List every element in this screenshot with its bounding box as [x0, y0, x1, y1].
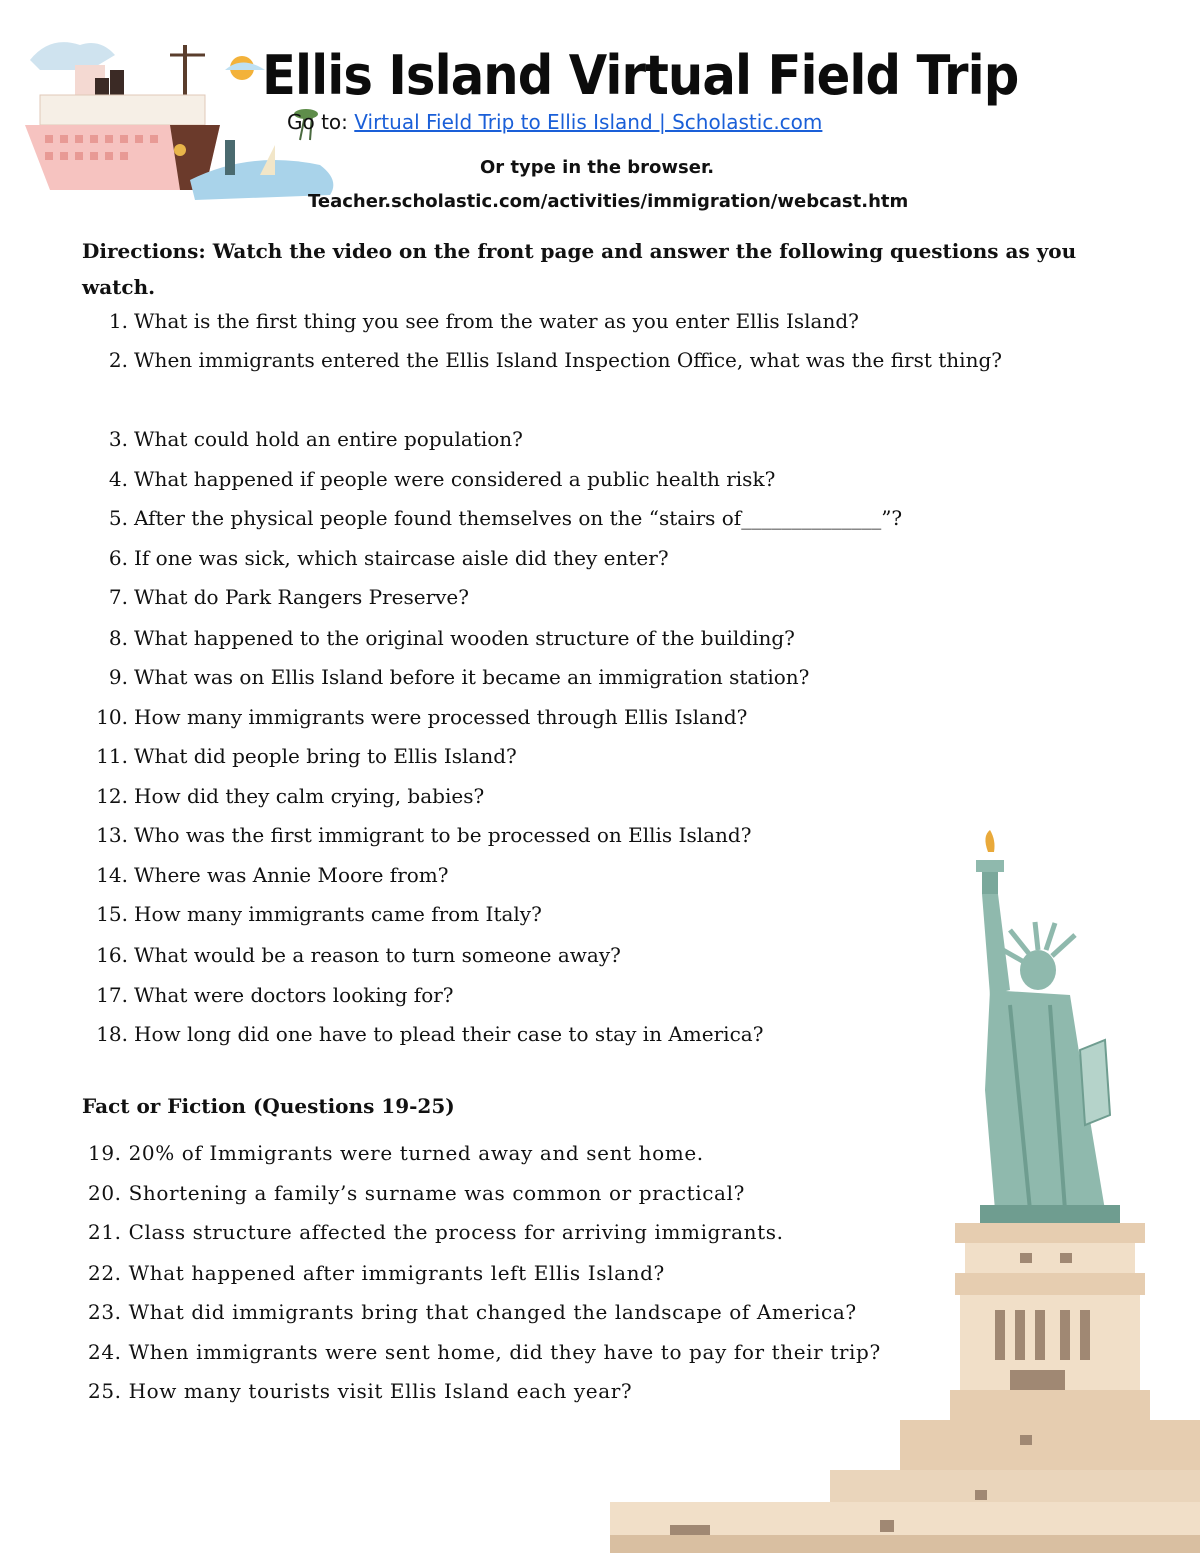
question-item: 10. How many immigrants were processed through Ellis Island?	[96, 705, 748, 729]
question-item: 8. What happened to the original wooden structure of the building?	[108, 626, 795, 650]
directions: Directions: Watch the video on the front page and answer the following questions as you watch.	[82, 239, 1077, 299]
question-item: 14. Where was Annie Moore from?	[96, 863, 449, 887]
browser-instruction: Or type in the browser.	[480, 157, 715, 178]
question-item: 17. What were doctors looking for?	[96, 983, 454, 1007]
fact-item: 24. When immigrants were sent home, did they have to pay for their trip?	[88, 1340, 881, 1364]
fact-item: 20. Shortening a family’s surname was common or practical?	[88, 1181, 745, 1205]
goto-line	[287, 110, 822, 134]
fact-item: 25. How many tourists visit Ellis Island each year?	[88, 1379, 633, 1403]
fact-item: 21. Class structure affected the process for arriving immigrants.	[88, 1220, 784, 1244]
question-item: 16. What would be a reason to turn someone away?	[96, 943, 621, 967]
question-item: 18. How long did one have to plead their case to stay in America?	[96, 1022, 764, 1046]
scholastic-link[interactable]: Virtual Field Trip to Ellis Island | Scholastic.com	[354, 110, 823, 134]
fact-item: 19. 20% of Immigrants were turned away and sent home.	[88, 1141, 704, 1165]
goto-label: Go to:	[287, 110, 348, 134]
question-item: 5. After the physical people found themselves on the “stairs of______________”?	[108, 506, 903, 530]
question-item: 13. Who was the first immigrant to be processed on Ellis Island?	[96, 823, 752, 847]
browser-url: Teacher.scholastic.com/activities/immigration/webcast.htm	[308, 191, 909, 212]
statue-of-liberty-illustration	[610, 830, 1200, 1553]
fact-item: 22. What happened after immigrants left Ellis Island?	[88, 1261, 665, 1285]
question-item: 4. What happened if people were considered a public health risk?	[108, 467, 776, 491]
fact-or-fiction-heading: Fact or Fiction (Questions 19-25)	[82, 1094, 455, 1118]
question-item: 9. What was on Ellis Island before it became an immigration station?	[108, 665, 810, 689]
question-item: 1. What is the first thing you see from the water as you enter Ellis Island?	[108, 309, 859, 333]
question-item: 11. What did people bring to Ellis Island?	[96, 744, 517, 768]
question-item: 6. If one was sick, which staircase aisle did they enter?	[108, 546, 669, 570]
question-item: 12. How did they calm crying, babies?	[96, 784, 485, 808]
question-item: 2. When immigrants entered the Ellis Island Inspection Office, what was the first thing?	[108, 348, 1002, 372]
fact-item: 23. What did immigrants bring that changed the landscape of America?	[88, 1300, 857, 1324]
question-item: 3. What could hold an entire population?	[108, 427, 523, 451]
question-item: 15. How many immigrants came from Italy?	[96, 902, 542, 926]
page-title: Ellis Island Virtual Field Trip	[262, 44, 1019, 107]
question-item: 7. What do Park Rangers Preserve?	[108, 585, 469, 609]
